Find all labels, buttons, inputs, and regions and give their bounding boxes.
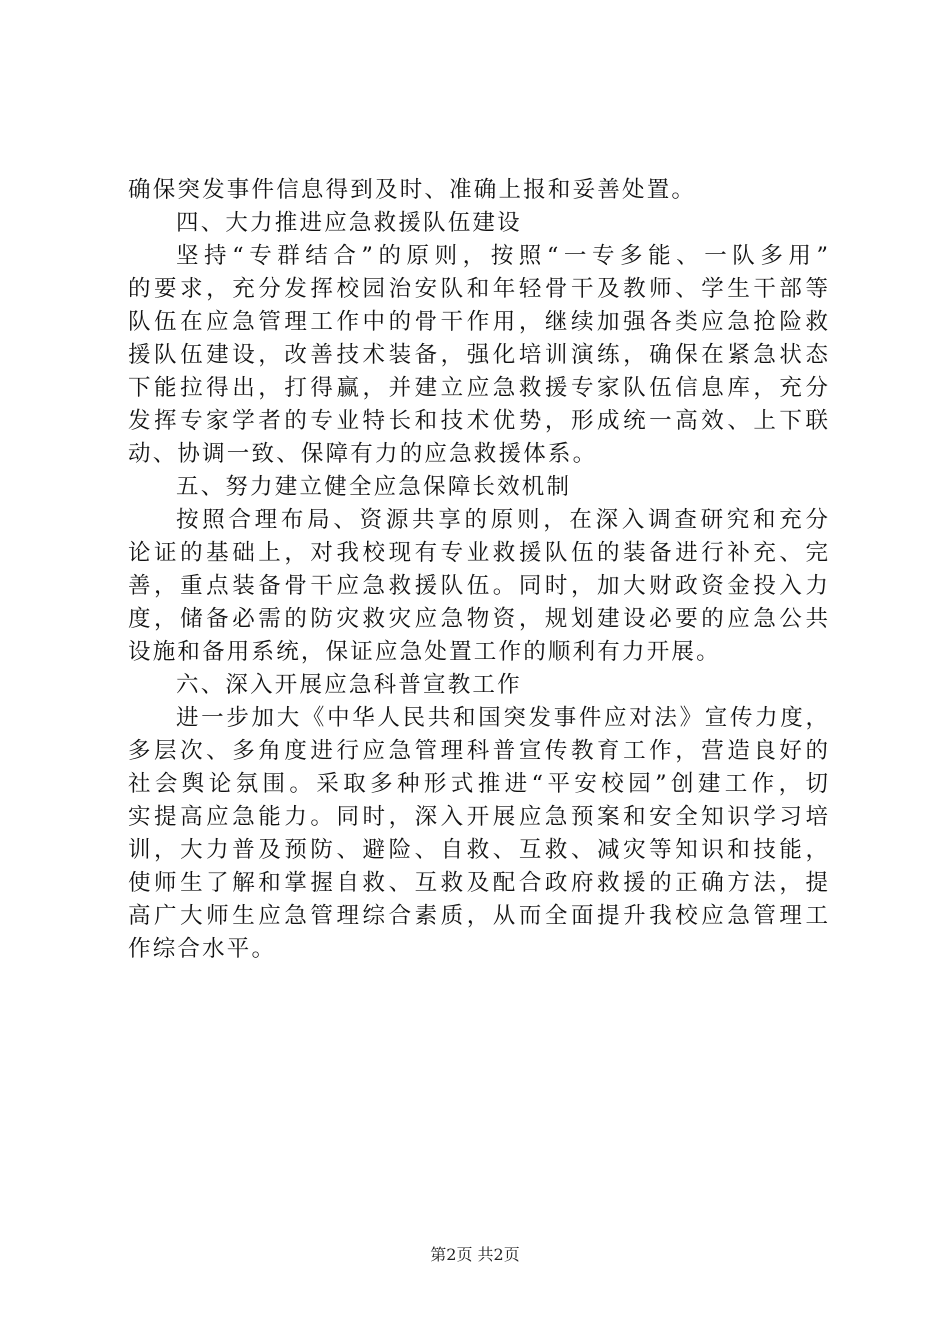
paragraph-line: 确保突发事件信息得到及时、准确上报和妥善处置。 — [128, 177, 697, 203]
paragraph-line: 下能拉得出，打得赢，并建立应急救援专家队伍信息库，充分 — [128, 375, 828, 401]
paragraph-line: 使师生了解和掌握自救、互救及配合政府救援的正确方法，提 — [128, 870, 828, 896]
paragraph-line: 度，储备必需的防灾救灾应急物资，规划建设必要的应急公共 — [128, 606, 828, 632]
paragraph-line: 设施和备用系统，保证应急处置工作的顺利有力开展。 — [128, 639, 721, 665]
paragraph-line: 的要求，充分发挥校园治安队和年轻骨干及教师、学生干部等 — [128, 276, 828, 302]
paragraph-line: 实提高应急能力。同时，深入开展应急预案和安全知识学习培 — [128, 804, 828, 830]
section-heading: 五、努力建立健全应急保障长效机制 — [176, 474, 572, 500]
paragraph-line: 社会舆论氛围。采取多种形式推进“平安校园”创建工作，切 — [128, 771, 828, 797]
paragraph-line: 论证的基础上，对我校现有专业救援队伍的装备进行补充、完 — [128, 540, 828, 566]
paragraph-line: 援队伍建设，改善技术装备，强化培训演练，确保在紧急状态 — [128, 342, 828, 368]
paragraph-line: 发挥专家学者的专业特长和技术优势，形成统一高效、上下联 — [128, 408, 828, 434]
paragraph-line: 多层次、多角度进行应急管理科普宣传教育工作，营造良好的 — [128, 738, 828, 764]
page-number-footer: 第2页 共2页 — [430, 1245, 520, 1264]
section-heading: 六、深入开展应急科普宣教工作 — [176, 672, 522, 698]
section-heading: 四、大力推进应急救援队伍建设 — [176, 210, 522, 236]
paragraph-line: 高广大师生应急管理综合素质，从而全面提升我校应急管理工 — [128, 903, 828, 929]
paragraph-line: 作综合水平。 — [128, 936, 277, 962]
paragraph-line: 按照合理布局、资源共享的原则，在深入调查研究和充分 — [176, 507, 828, 533]
paragraph-line: 善，重点装备骨干应急救援队伍。同时，加大财政资金投入力 — [128, 573, 828, 599]
paragraph-line: 坚持“专群结合”的原则，按照“一专多能、一队多用” — [176, 243, 828, 269]
paragraph-line: 动、协调一致、保障有力的应急救援体系。 — [128, 441, 598, 467]
paragraph-line: 进一步加大《中华人民共和国突发事件应对法》宣传力度， — [176, 705, 828, 731]
paragraph-line: 队伍在应急管理工作中的骨干作用，继续加强各类应急抢险救 — [128, 309, 828, 335]
paragraph-line: 训，大力普及预防、避险、自救、互救、减灾等知识和技能， — [128, 837, 828, 863]
